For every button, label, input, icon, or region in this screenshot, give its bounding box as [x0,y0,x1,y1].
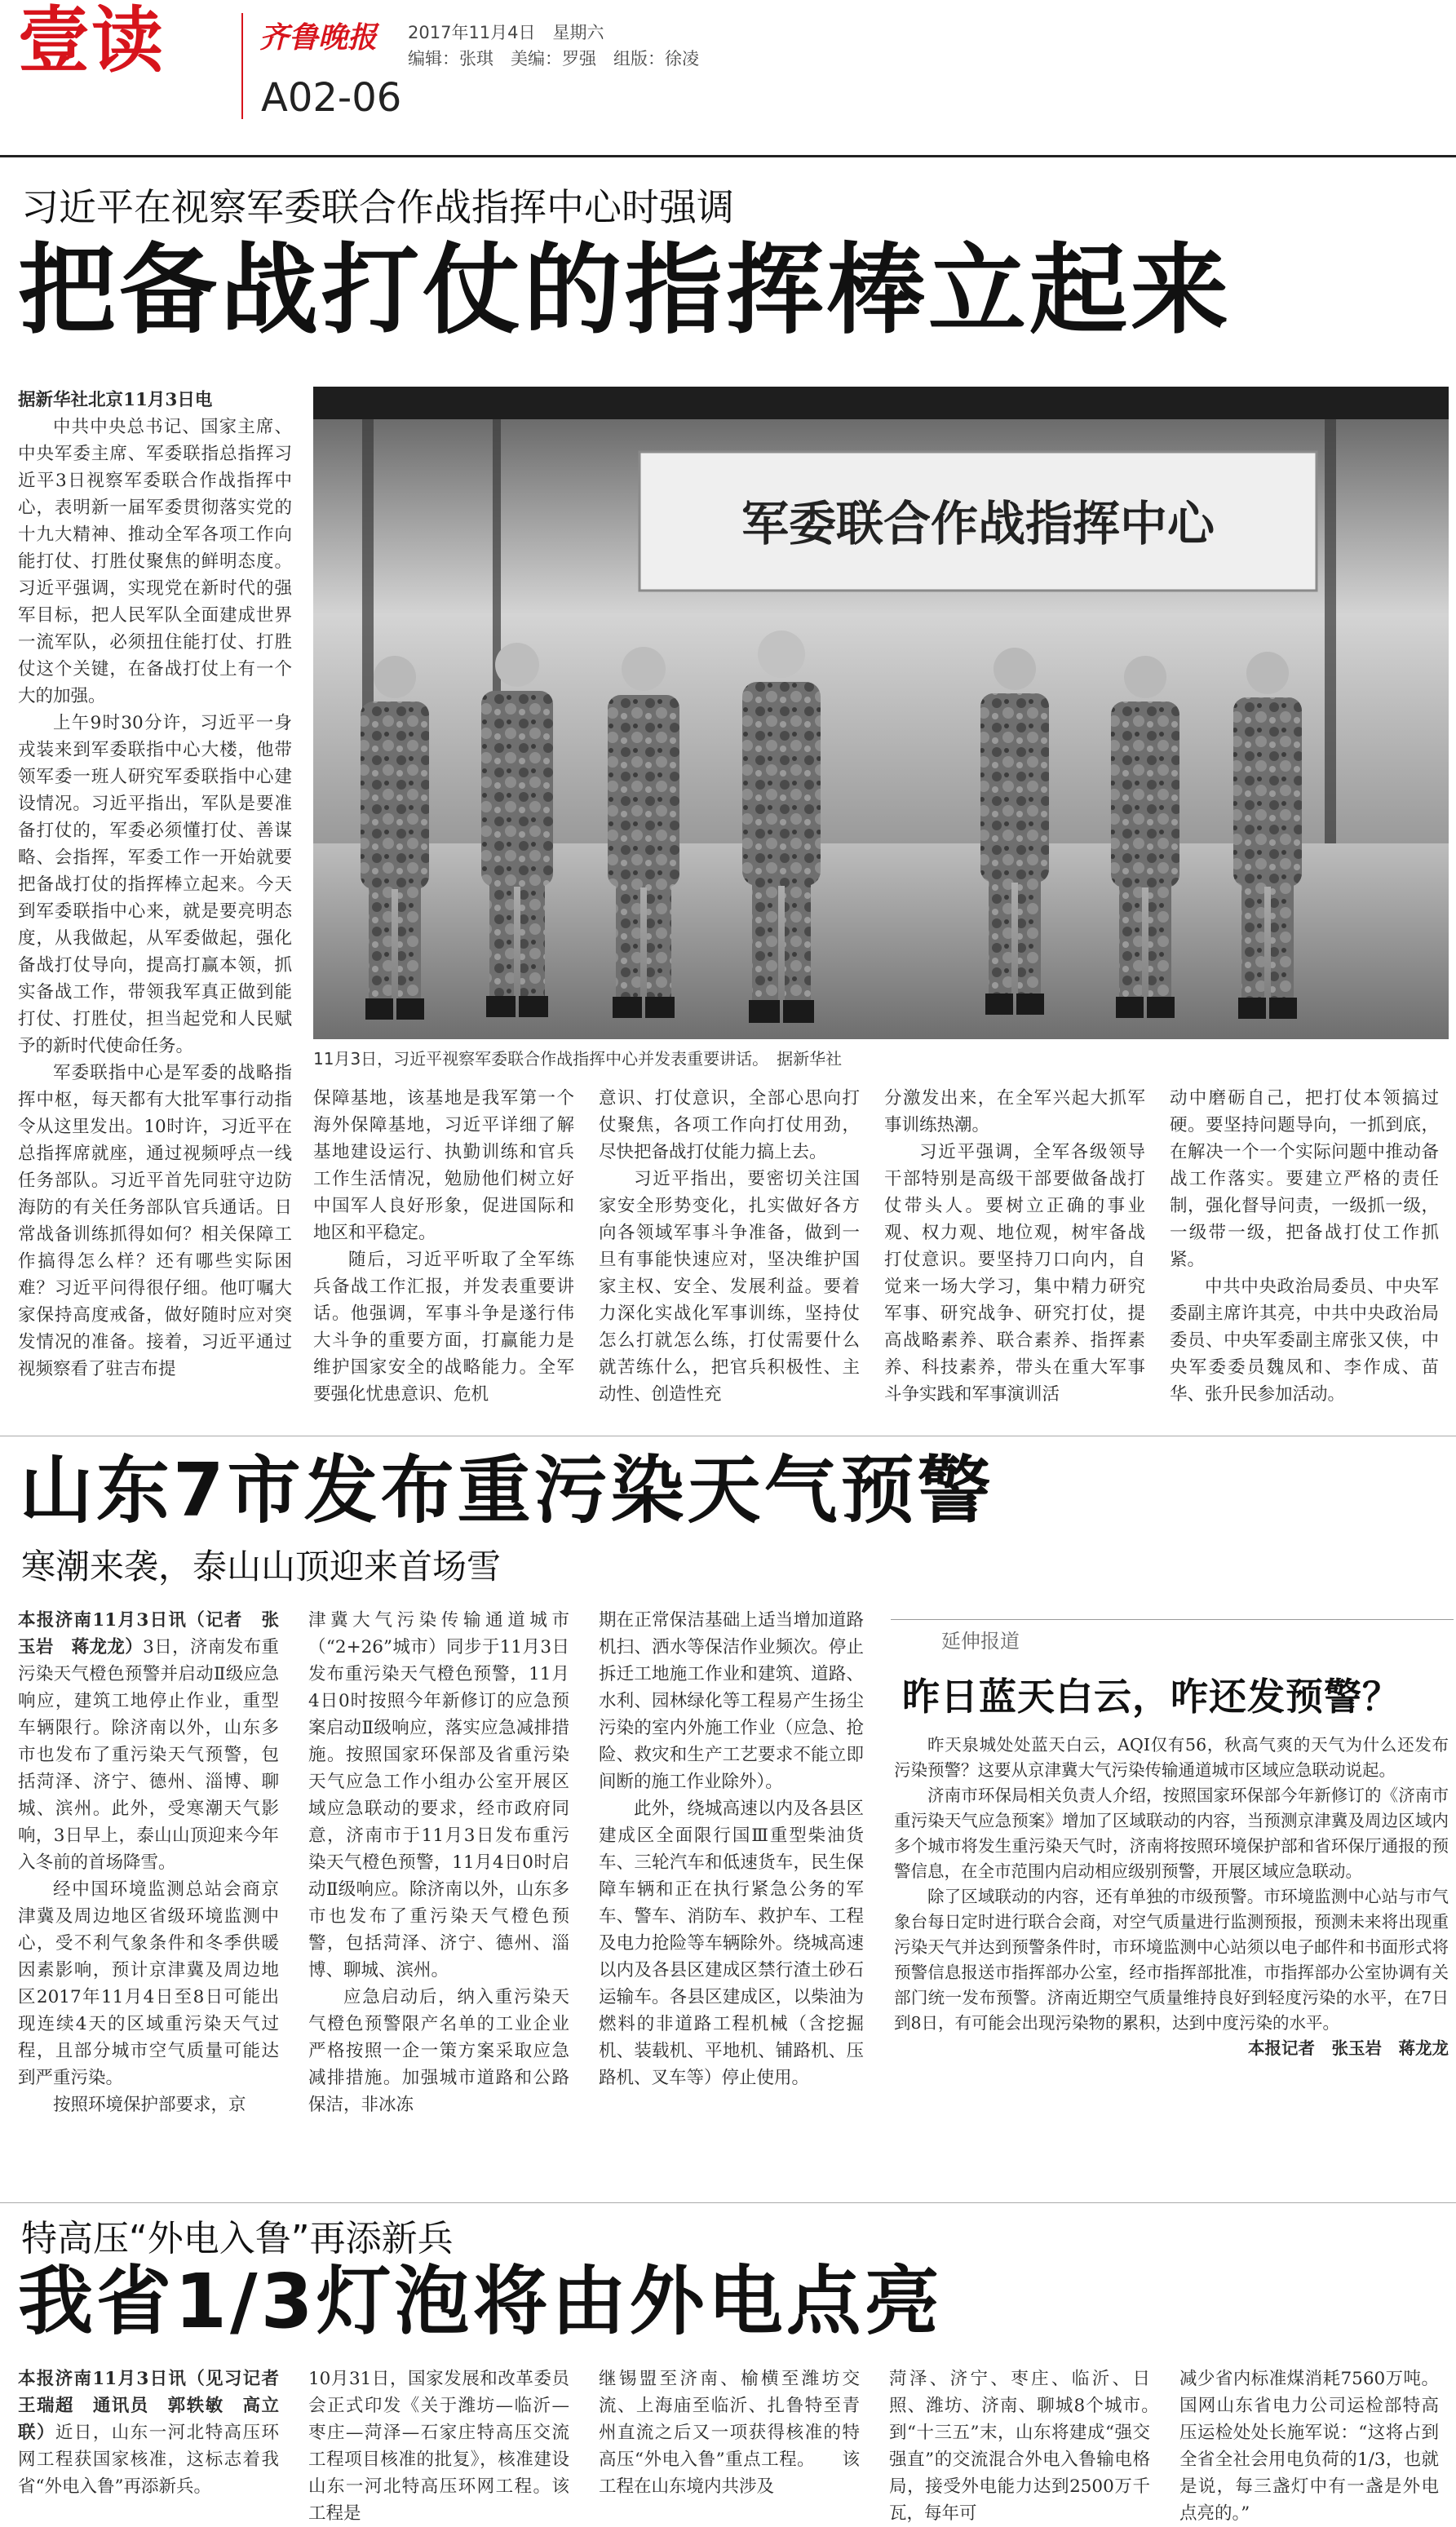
sidebar-paragraph: 昨天泉城处处蓝天白云，AQI仅有56，秋高气爽的天气为什么还发布污染预警？这要从京津冀大气污染传输通道城市区域应急联动说起。 [894,1735,1449,1780]
story1-paragraph: 中共中央总书记、国家主席、中央军委主席、军委联指总指挥习近平3日视察军委联合作战指挥中心，表明新一届军委贯彻落实党的十九大精神、推动全军各项工作向能打仗、打胜仗聚焦的鲜明态度。习近平强调，实现党在新时代的强军目标，把人民军队全面建成世界一流军队，必须扭住能打仗、打胜仗这个关键，在备战打仗上有一个大的加强。 [18,417,292,706]
story1-paragraph: 上午9时30分许，习近平一身戎装来到军委联指中心大楼，他带领军委一班人研究军委联指中心建设情况。习近平指出，军队是要准备打仗的，军委必须懂打仗、善谋略、会指挥，军委工作一开始就要把备战打仗的指挥棒立起来。今天到军委联指中心来，就是要亮明态度，从我做起，从军委做起，强化备战打仗导向，提高打赢本领，抓实备战工作，带领我军真正做到能打仗、打胜仗，担当起党和人民赋予的新时代使命任务。 [18,713,292,1056]
sidebar-headline: 昨日蓝天白云，咋还发预警？ [902,1675,1401,1719]
news-photo [313,387,1449,1039]
story1-paragraph: 意识、打仗意识，全部心思向打仗聚焦，各项工作向打仗用劲，尽快把备战打仗能力搞上去。 [599,1088,860,1162]
story3-column-1 [18,2365,297,2500]
story1-paragraph: 分激发出来，在全军兴起大抓军事训练热潮。 [884,1088,1145,1135]
story3-column-2 [308,2365,569,2527]
story2-headline: 山东7市发布重污染天气预警 [20,1448,994,1533]
page-number: A02-06 [261,75,402,121]
story3-byline: 本报济南11月3日讯（见习记者 王瑞超 通讯员 郭轶敏 高立联） [18,2369,297,2443]
masthead-rule [0,155,1456,157]
story1-column-5 [1170,1085,1439,1408]
story1-paragraph: 保障基地，该基地是我军第一个海外保障基地，习近平详细了解基地建设运行、执勤训练和官兵工作生活情况，勉励他们树立好中国军人良好形象，促进国际和地区和平稳定。 [313,1088,574,1243]
story1-column-3 [599,1085,860,1408]
story3-paragraph: 菏泽、济宁、枣庄、临沂、日照、潍坊、济南、聊城8个城市。 到“十三五”末，山东将建成“强交强直”的交流混合外电入鲁输电格局，接受外电能力达到2500万千瓦，每年可 [889,2369,1186,2524]
story2-paragraph: 按照环境保护部要求，京 [53,2095,246,2115]
photo-illustration [313,387,1449,1039]
story1-paragraph: 军委联指中心是军委的战略指挥中枢，每天都有大批军事行动指令从这里发出。10时许，习近平在总指挥席就座，通过视频呼点一线任务部队。习近平首先同驻守边防海防的有关任务部队官兵通话。日常战备训练抓得如何？相关保障工作搞得怎么样？还有哪些实际困难？习近平问得很仔细。他叮嘱大家保持高度戒备，做好随时应对突发情况的准备。接着，习近平通过视频察看了驻吉布提 [18,1063,292,1379]
story2-paragraph: 期在正常保洁基础上适当增加道路机扫、洒水等保洁作业频次。停止拆迁工地施工作业和建筑、道路、水利、园林绿化等工程易产生扬尘污染的室内外施工作业（应急、抢险、救灾和生产工艺要求不能立即间断的施工作业除外）。 [599,1610,864,1792]
story2-paragraph: 此外，绕城高速以内及各县区建成区全面限行国Ⅲ重型柴油货车、三轮汽车和低速货车，民生保障车辆和正在执行紧急公务的军车、警车、消防车、救护车、工程及电力抢险等车辆除外。绕城高速以内及各县区建成区禁行渣土砂石运输车。各县区建成区，以柴油为燃料的非道路工程机械（含挖掘机、装载机、平地机、铺路机、压路机、叉车等）停止使用。 [599,1799,864,2088]
story3-paragraph: 近日，山东一河北特高压环网工程获国家核准，这标志着我省“外电入鲁”再添新兵。 [18,2423,279,2497]
story1-paragraph: 动中磨砺自己，把打仗本领搞过硬。要坚持问题导向，一抓到底，在解决一个一个实际问题中推动备战工作落实。要建立严格的责任制，强化督导问责，一级抓一级，一级带一级，把备战打仗工作抓紧。 [1170,1088,1439,1270]
photo-sign-text: 军委联合作战指挥中心 [741,496,1215,551]
section-divider [0,2202,1456,2203]
story1-paragraph: 习近平强调，全军各级领导干部特别是高级干部要做备战打仗带头人。要树立正确的事业观、权力观、地位观，树牢备战打仗意识。要坚持刀口向内，自觉来一场大学习，集中精力研究军事、研究战争、研究打仗，提高战略素养、联合素养、指挥素养、科技素养，带头在重大军事斗争实践和军事演训活 [884,1142,1145,1405]
sidebar-paragraph: 济南市环保局相关负责人介绍，按照国家环保部今年新修订的《济南市重污染天气应急预案》增加了区域联动的内容，当预测京津冀及周边区域内多个城市将发生重污染天气时，济南将按照环境保护部和省环保厅通报的预警信息，在全市范围内启动相应级别预警，开展区域应急联动。 [894,1786,1449,1881]
story1-column-1 [18,387,292,1383]
masthead-divider [241,13,243,119]
sidebar-tag: 延伸报道 [941,1630,1020,1653]
sidebar-body [894,1733,1449,2061]
story3-kicker: 特高压“外电入鲁”再添新兵 [21,2218,454,2259]
story2-subhead: 寒潮来袭，泰山山顶迎来首场雪 [21,1547,502,1587]
story1-column-2 [313,1085,574,1408]
story3-column-4 [889,2365,1186,2527]
story3-column-3 [599,2365,860,2500]
story1-column-4 [884,1085,1145,1408]
story1-kicker: 习近平在视察军委联合作战指挥中心时强调 [21,185,734,229]
story3-headline: 我省1/3灯泡将由外电点亮 [18,2258,943,2345]
story1-paragraph: 随后，习近平听取了全军练兵备战工作汇报，并发表重要讲话。他强调，军事斗争是遂行伟大斗争的重要方面，打赢能力是维护国家安全的战略能力。全军要强化忧患意识、危机 [313,1250,574,1405]
story2-byline: 本报济南11月3日讯（记者 张玉岩 蒋龙龙） [18,1610,279,1657]
story2-column-3 [599,1607,864,2091]
photo-caption: 11月3日，习近平视察军委联合作战指挥中心并发表重要讲话。 据新华社 [313,1049,843,1069]
story1-paragraph: 中共中央政治局委员、中央军委副主席许其亮，中共中央政治局委员、中央军委副主席张又侠，中央军委委员魏凤和、李作成、苗华、张升民参加活动。 [1170,1277,1439,1405]
story2-paragraph: 经中国环境监测总站会商京津冀及周边地区省级环境监测中心，受不利气象条件和冬季供暖因素影响，预计京津冀及周边地区2017年11月4日至8日可能出现连续4天的区域重污染天气过程，且部分城市空气质量可能达到严重污染。 [18,1879,279,2088]
sidebar-signoff: 本报记者 张玉岩 蒋龙龙 [1248,2038,1449,2058]
sidebar-paragraph: 除了区域联动的内容，还有单独的市级预警。市环境监测中心站与市气象台每日定时进行联合会商，对空气质量进行监测预报，预测未来将出现重污染天气并达到预警条件时，市环境监测中心站须以电子邮件和书面形式将预警信息报送市指挥部办公室，经市指挥部批准，市指挥部办公室协调有关部门统一发布预警。济南近期空气质量维持良好到轻度污染的水平，在7日到8日，有可能会出现污染物的累积，达到中度污染的水平。 [894,1887,1449,2033]
story3-column-5 [1179,2365,1439,2527]
story1-headline: 把备战打仗的指挥棒立起来 [18,234,1232,347]
story1-byline: 据新华社北京11月3日电 [18,390,213,410]
story2-paragraph: 应急启动后，纳入重污染天气橙色预警限产名单的工业企业严格按照一企一策方案采取应急减排措施。加强城市道路和公路保洁，非冰冻 [308,1987,569,2115]
section-title: 壹读 [18,0,166,82]
story2-column-1 [18,1607,279,2118]
story2-paragraph: 3日，济南发布重污染天气橙色预警并启动Ⅱ级应急响应，建筑工地停止作业，重型车辆限行。除济南以外，山东多市也发布了重污染天气预警，包括菏泽、济宁、德州、淄博、聊城、滨州。此外，受寒潮天气影响，3日早上，泰山山顶迎来今年入冬前的首场降雪。 [18,1637,279,1873]
newspaper-logo: 齐鲁晚报 [259,20,378,55]
story3-paragraph: 继锡盟至济南、榆横至潍坊交流、上海庙至临沂、扎鲁特至青州直流之后又一项获得核准的特高压“外电入鲁”重点工程。 该工程在山东境内共涉及 [599,2369,860,2497]
story3-paragraph: 10月31日，国家发展和改革委员会正式印发《关于潍坊—临沂—枣庄—菏泽—石家庄特高压交流工程项目核准的批复》，核准建设山东一河北特高压环网工程。该工程是 [308,2369,569,2524]
editor-credits: 编辑：张琪 美编：罗强 组版：徐凌 [408,49,699,69]
story3-paragraph: 减少省内标准煤消耗7560万吨。国网山东省电力公司运检部特高压运检处处长施军说：“这将占到全省全社会用电负荷的1/3，也就是说，每三盏灯中有一盏是外电点亮的。” [1179,2369,1439,2524]
story2-paragraph: 津冀大气污染传输通道城市（“2+26”城市）同步于11月3日发布重污染天气橙色预警，11月4日0时按照今年新修订的应急预案启动Ⅱ级响应，落实应急减排措施。按照国家环保部及省重污染天气应急工作小组办公室开展区域应急联动的要求，经市政府同意，济南市于11月3日发布重污染天气橙色预警，11月4日0时启动Ⅱ级响应。除济南以外，山东多市也发布了重污染天气橙色预警，包括菏泽、济宁、德州、淄博、聊城、滨州。 [308,1610,569,1980]
sidebar-box [891,1619,1454,2166]
story1-paragraph: 习近平指出，要密切关注国家安全形势变化，扎实做好各方向各领域军事斗争准备，做到一旦有事能快速应对，坚决维护国家主权、安全、发展利益。要着力深化实战化军事训练，坚持仗怎么打就怎么练，打仗需要什么就苦练什么，把官兵积极性、主动性、创造性充 [599,1169,860,1405]
story2-column-2 [308,1607,569,2118]
issue-date: 2017年11月4日 星期六 [408,23,604,42]
